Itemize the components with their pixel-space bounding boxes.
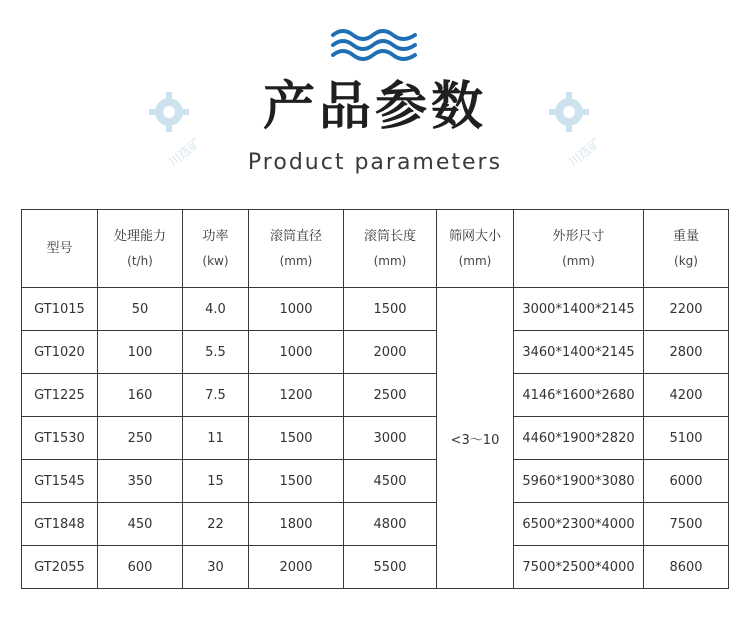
table-row [22, 503, 729, 546]
table-row [22, 288, 729, 331]
cell-dimensions: 4146*1600*2680 [514, 374, 644, 417]
watermark-text: 川选矿 [566, 135, 604, 170]
cell-length: 3000 [344, 417, 437, 460]
table-row [22, 546, 729, 589]
cell-power: 4.0 [183, 288, 249, 331]
table-header-row [22, 210, 729, 288]
cell-diameter: 1500 [249, 417, 344, 460]
cell-diameter: 1200 [249, 374, 344, 417]
wave-icon [331, 27, 417, 63]
watermark-logo-icon [145, 90, 205, 170]
cell-weight: 5100 [644, 417, 729, 460]
cell-length: 2000 [344, 331, 437, 374]
cell-screen-size: <3～10 [437, 288, 514, 589]
cell-diameter: 1800 [249, 503, 344, 546]
cell-capacity: 350 [98, 460, 183, 503]
cell-weight: 6000 [644, 460, 729, 503]
cell-dimensions: 4460*1900*2820 [514, 417, 644, 460]
cell-capacity: 250 [98, 417, 183, 460]
cell-length: 4800 [344, 503, 437, 546]
cell-weight: 7500 [644, 503, 729, 546]
cell-power: 5.5 [183, 331, 249, 374]
cell-dimensions: 7500*2500*4000 [514, 546, 644, 589]
col-header-weight: 重量 (kg) [644, 210, 729, 288]
cell-length: 4500 [344, 460, 437, 503]
cell-weight: 8600 [644, 546, 729, 589]
cell-model: GT1530 [22, 417, 98, 460]
cell-length: 2500 [344, 374, 437, 417]
cell-capacity: 160 [98, 374, 183, 417]
col-header-diameter: 滚筒直径 (mm) [249, 210, 344, 288]
cell-diameter: 2000 [249, 546, 344, 589]
cell-weight: 2200 [644, 288, 729, 331]
cell-model: GT1848 [22, 503, 98, 546]
cell-length: 1500 [344, 288, 437, 331]
cell-model: GT1545 [22, 460, 98, 503]
table-row [22, 417, 729, 460]
cell-dimensions: 3460*1400*2145 [514, 331, 644, 374]
cell-dimensions: 6500*2300*4000 [514, 503, 644, 546]
table-row [22, 374, 729, 417]
cell-model: GT1015 [22, 288, 98, 331]
cell-length: 5500 [344, 546, 437, 589]
cell-weight: 2800 [644, 331, 729, 374]
table-row [22, 331, 729, 374]
page-subtitle: Product parameters [247, 150, 503, 175]
cell-diameter: 1000 [249, 288, 344, 331]
cell-weight: 4200 [644, 374, 729, 417]
col-header-model: 型号 [22, 210, 98, 288]
cell-power: 7.5 [183, 374, 249, 417]
cell-model: GT1020 [22, 331, 98, 374]
cell-capacity: 50 [98, 288, 183, 331]
col-header-screen-size: 筛网大小 (mm) [437, 210, 514, 288]
col-header-length: 滚筒长度 (mm) [344, 210, 437, 288]
cell-diameter: 1000 [249, 331, 344, 374]
cell-model: GT1225 [22, 374, 98, 417]
cell-model: GT2055 [22, 546, 98, 589]
cell-capacity: 600 [98, 546, 183, 589]
col-header-dimensions: 外形尺寸 (mm) [514, 210, 644, 288]
table-row [22, 460, 729, 503]
cell-capacity: 100 [98, 331, 183, 374]
watermark-logo-icon [545, 90, 605, 170]
cell-dimensions: 5960*1900*3080 [514, 460, 644, 503]
col-header-capacity: 处理能力 (t/h) [98, 210, 183, 288]
watermark-text: 川选矿 [166, 135, 204, 170]
cell-capacity: 450 [98, 503, 183, 546]
cell-power: 11 [183, 417, 249, 460]
cell-power: 22 [183, 503, 249, 546]
page-title: 产品参数 [262, 77, 487, 137]
cell-dimensions: 3000*1400*2145 [514, 288, 644, 331]
cell-power: 30 [183, 546, 249, 589]
cell-power: 15 [183, 460, 249, 503]
parameters-table [21, 209, 729, 589]
cell-diameter: 1500 [249, 460, 344, 503]
col-header-power: 功率 (kw) [183, 210, 249, 288]
